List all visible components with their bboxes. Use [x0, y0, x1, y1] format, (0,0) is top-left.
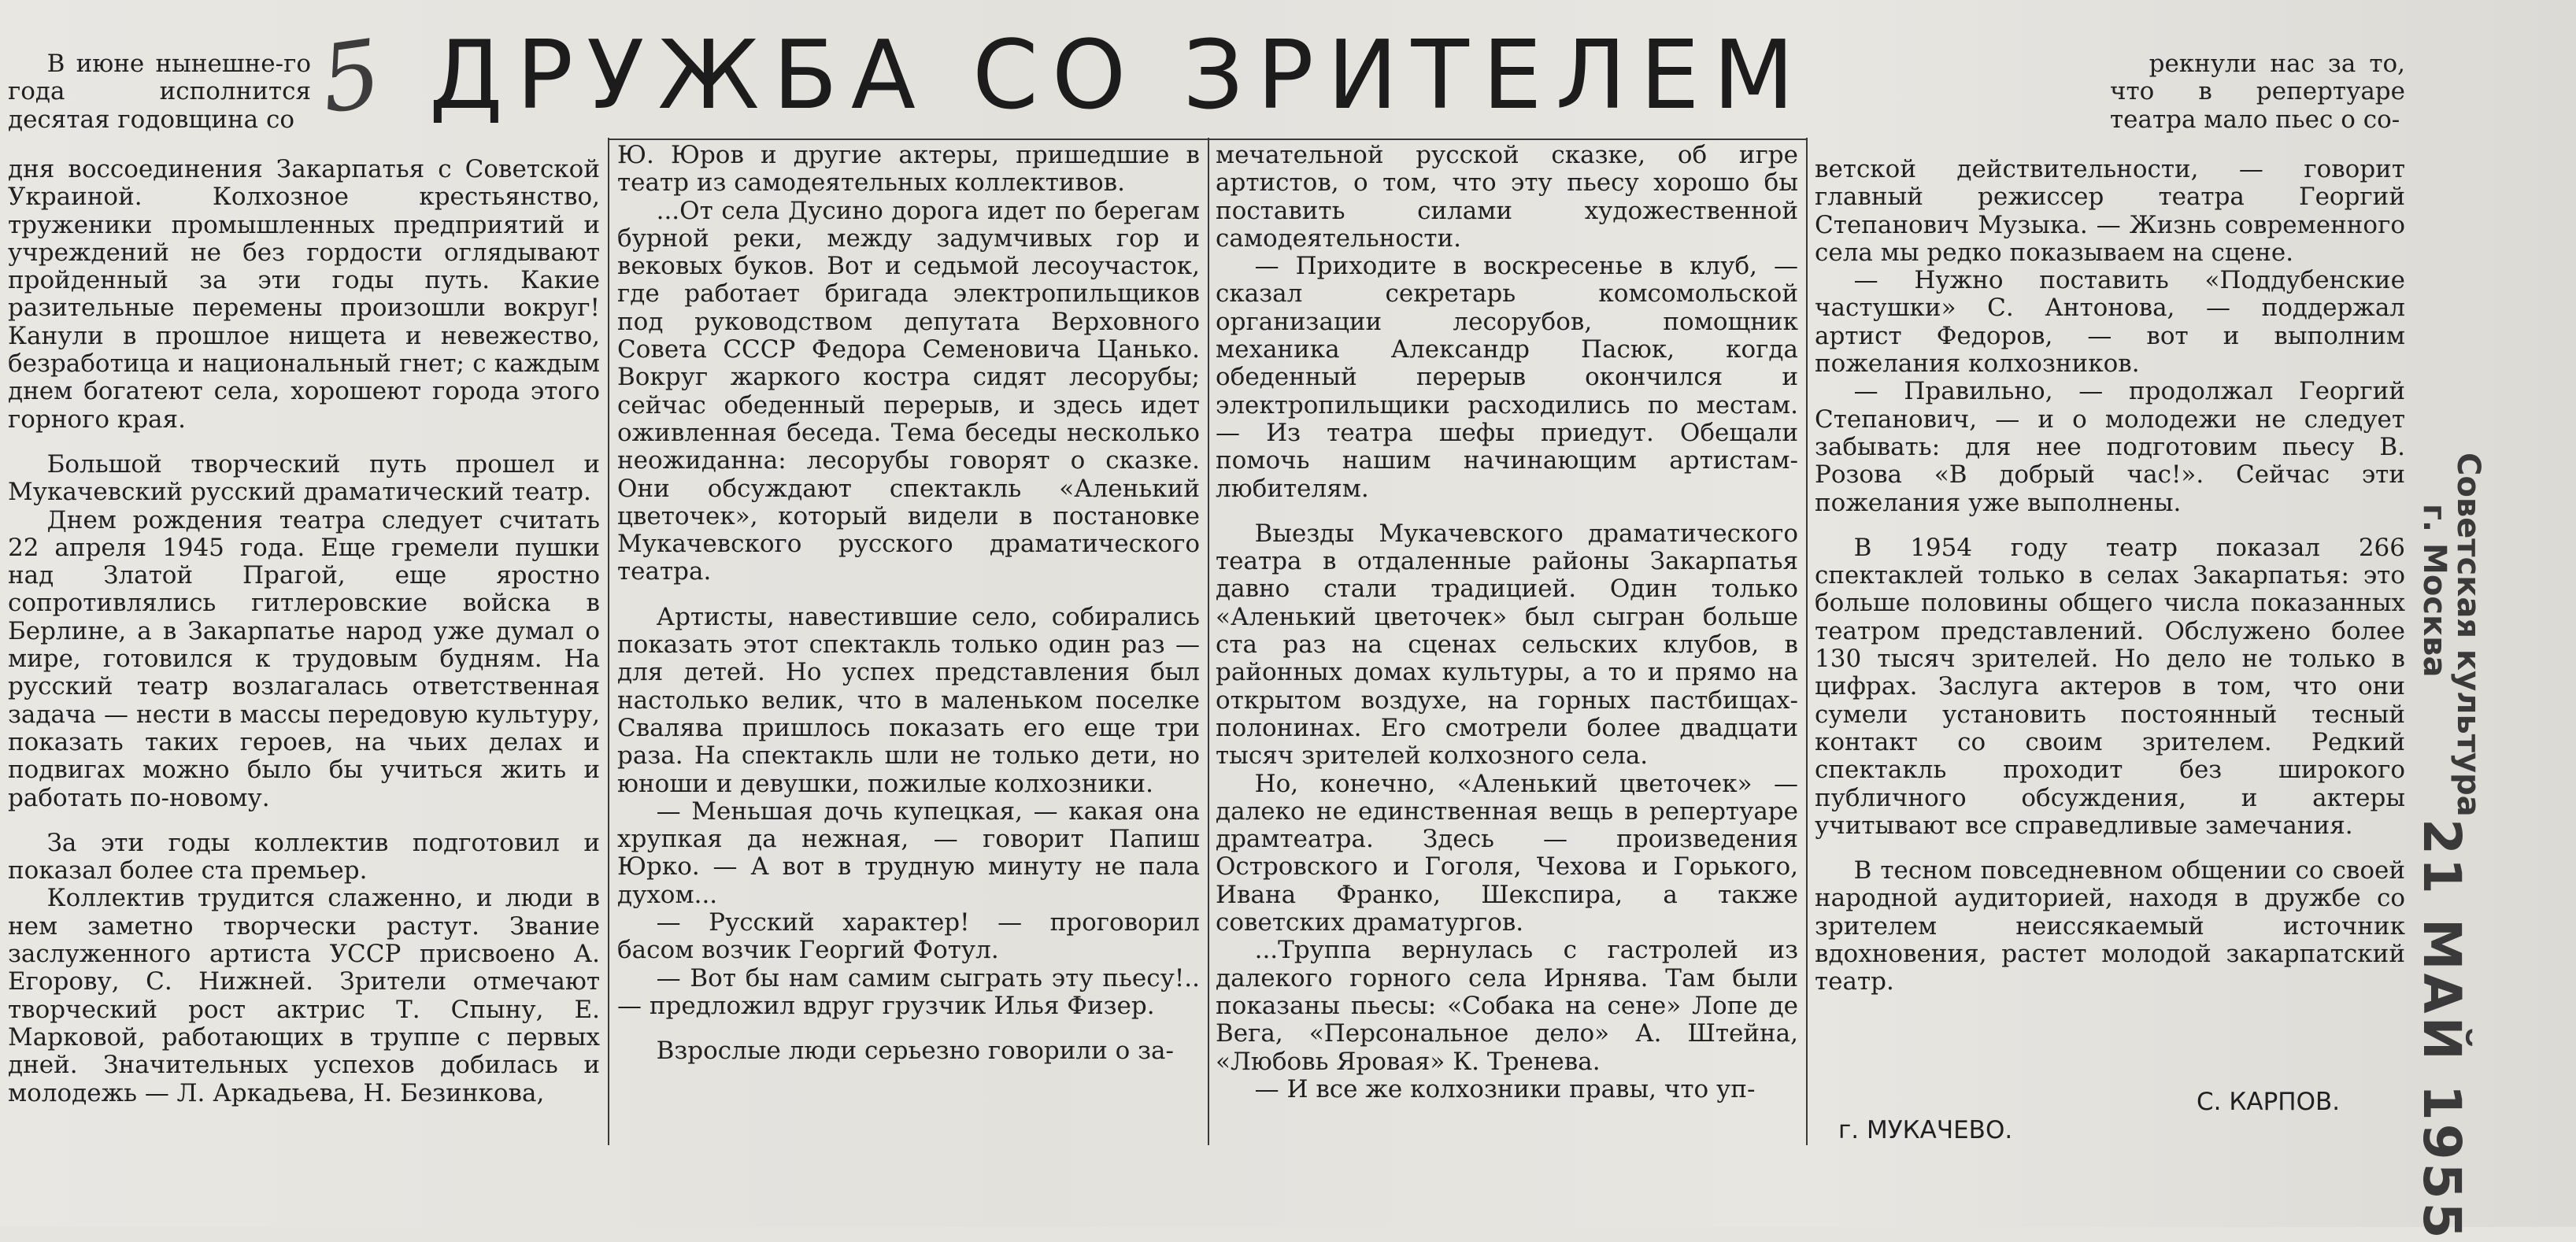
article-headline: ДРУЖБА СО ЗРИТЕЛЕМ: [429, 21, 1808, 131]
article-column-1: [8, 156, 600, 1148]
paragraph: Ю. Юров и другие актеры, пришедшие в театр из самодеятельных коллективов.: [617, 142, 1200, 198]
article-column-4-top: [2110, 50, 2405, 134]
city-stamp: г. Москва: [2416, 504, 2452, 678]
paragraph: В 1954 году театр показал 266 спектаклей только в селах Закарпатья: это больше половины общего числа показанных театром представлений. Обслужено более 130 тысяч зрителей. Но дело не только в цифрах. Заслуга актеров в том, что они сумели установить постоянный тесный контакт со своим зрителем. Редкий спектакль проходит без широкого публичного обсуждения, и актеры учитывают все справедливые замечания.: [1815, 533, 2405, 840]
paragraph: — Правильно, — продолжал Георгий Степанович, — и о молодежи не следует забывать: для нее подготовим пьесу В. Розова «В добрый час!». Сейчас эти пожелания уже выполнены.: [1815, 377, 2405, 517]
column-rule: [608, 138, 609, 1145]
paragraph: Артисты, навестившие село, собирались показать этот спектакль только один раз — для детей. Но успех представления был настолько велик, что в маленьком поселке Свалява пришлось показать его еще три раза. На спектакль шли не только дети, но юноши и девушки, пожилые колхозники.: [617, 602, 1200, 798]
paragraph: — И все же колхозники правы, что уп-: [1254, 1074, 1756, 1103]
article-column-3: [1216, 142, 1798, 1149]
column-rule: [1806, 138, 1808, 1145]
paragraph: — Меньшая дочь купецкая, — какая она хрупкая да нежная, — говорит Папиш Юрко. — А вот в трудную минуту не пала духом...: [617, 797, 1200, 909]
paragraph: — Русский характер! — проговорил басом возчик Георгий Фотул.: [617, 908, 1200, 965]
paragraph: — Вот бы нам самим сыграть эту пьесу!.. — предложил вдруг грузчик Илья Физер.: [617, 963, 1200, 1020]
intro-text: [8, 50, 311, 134]
paragraph: дня воссоединения Закарпатья с Советской Украиной. Колхозное крестьянство, труженики промышленных предприятий и учреждений не без гордости оглядывают пройденный за эти годы путь. Какие разительные перемены произошли вокруг! Канули в прошлое нищета и невежество, безработица и национальный гнет; с каждым днем богатеют села, хорошеют города этого горного края.: [8, 156, 600, 434]
paragraph: За эти годы коллектив подготовил и показал более ста премьер.: [8, 828, 600, 885]
date-stamp: 21 МАЙ 1955: [2411, 819, 2472, 1242]
paragraph: мечательной русской сказке, об игре артистов, о том, что эту пьесу хорошо бы поставить силами художественной самодеятельности.: [1216, 142, 1798, 253]
article-column-4: [1815, 156, 2405, 1140]
headline-underline: [608, 139, 1808, 140]
paragraph: — Нужно поставить «Поддубенские частушки» С. Антонова, — поддержал артист Федоров, — вот и выполним пожелания колхозников.: [1815, 266, 2405, 379]
paragraph: ...Труппа вернулась с гастролей из далекого горного села Ирнява. Там были показаны пьесы: «Собака на сене» Лопе де Вега, «Персональное дело» А. Штейна, «Любовь Яровая» К. Тренева.: [1216, 936, 1798, 1076]
paragraph: Днем рождения театра следует считать 22 апреля 1945 года. Еще гремели пушки над Златой Прагой, еще яростно сопротивлялись гитлеровские войска в Берлине, а в Закарпатье народ уже думал о мире, готовился к трудовым будням. На русский театр возлагалась ответственная задача — нести в массы передовую культуру, показать таких героев, на чьих делах и подвигах можно было бы учиться жить и работать по-новому.: [8, 505, 600, 812]
paragraph: — Приходите в воскресенье в клуб, — сказал секретарь комсомольской организации лесорубов, помощник механика Александр Пасюк, когда обеденный перерыв окончился и электропильщики расходились по местам. — Из театра шефы приедут. Обещали помочь нашим начинающим артистам-любителям.: [1216, 252, 1798, 503]
handwritten-number-mark: 5: [313, 18, 388, 135]
paragraph: Взрослые люди серьезно говорили о за-: [656, 1037, 1174, 1066]
author-signature: С. КАРПОВ.: [2197, 1088, 2341, 1116]
paragraph: Большой творческий путь прошел и Мукачевский русский драматический театр.: [8, 449, 600, 507]
paragraph: ...От села Дусино дорога идет по берегам бурной реки, между задумчивых гор и вековых буков. Вот и седьмой лесоучасток, где работает бригада электропильщиков под руководством депутата Верховного Совета СССР Федора Семеновича Цанько. Вокруг жаркого костра сидят лесорубы; сейчас обеденный перерыв, и здесь идет оживленная беседа. Тема беседы несколько неожиданна: лесорубы говорят о сказке. Они обсуждают спектакль «Аленький цветочек», который видели в постановке Мукачевского русского драматического театра.: [617, 196, 1200, 586]
paragraph: рекнули нас за то, что в репертуаре театра мало пьес о со-: [2110, 50, 2405, 134]
article-dateline: г. МУКАЧЕВО.: [1838, 1116, 2013, 1144]
paragraph: Коллектив трудится слаженно, и люди в нем заметно творчески растут. Звание заслуженного артиста УССР присвоено А. Егорову, С. Нижней. Зрители отмечают творческий рост актрис Т. Спыну, Е. Марковой, работающих в труппе с первых дней. Значительных успехов добилась и молодежь — Л. Аркадьева, Н. Безинкова,: [8, 884, 600, 1107]
paragraph: Выезды Мукачевского драматического театра в отдаленные районы Закарпатья давно стали традицией. Один только «Аленький цветочек» был сыгран больше ста раз на сценах сельских клубов, в районных домах культуры, а то и прямо на открытом воздухе, на горных пастбищах-полонинах. Его смотрели более двадцати тысяч зрителей колхозного села.: [1216, 519, 1798, 771]
paragraph: Но, конечно, «Аленький цветочек» — далеко не единственная вещь в репертуаре драмтеатра. Здесь — произведения Островского и Гоголя, Чехова и Горького, Ивана Франко, Шекспира, а также советских драматургов.: [1216, 769, 1798, 937]
column-rule: [1208, 138, 1209, 1145]
paragraph: В тесном повседневном общении со своей народной аудиторией, находя в дружбе со зрителем неиссякаемый источник вдохновения, растет молодой закарпатский театр.: [1815, 856, 2405, 996]
article-column-2: [617, 142, 1200, 1149]
paragraph: В июне нынешне-го года исполнится десятая годовщина со: [8, 50, 311, 134]
paragraph: ветской действительности, — говорит главный режиссер театра Георгий Степанович Музыка. — Жизнь современного села мы редко показываем на сцене.: [1815, 156, 2405, 267]
newspaper-source-stamp: Советская культура: [2450, 453, 2486, 817]
